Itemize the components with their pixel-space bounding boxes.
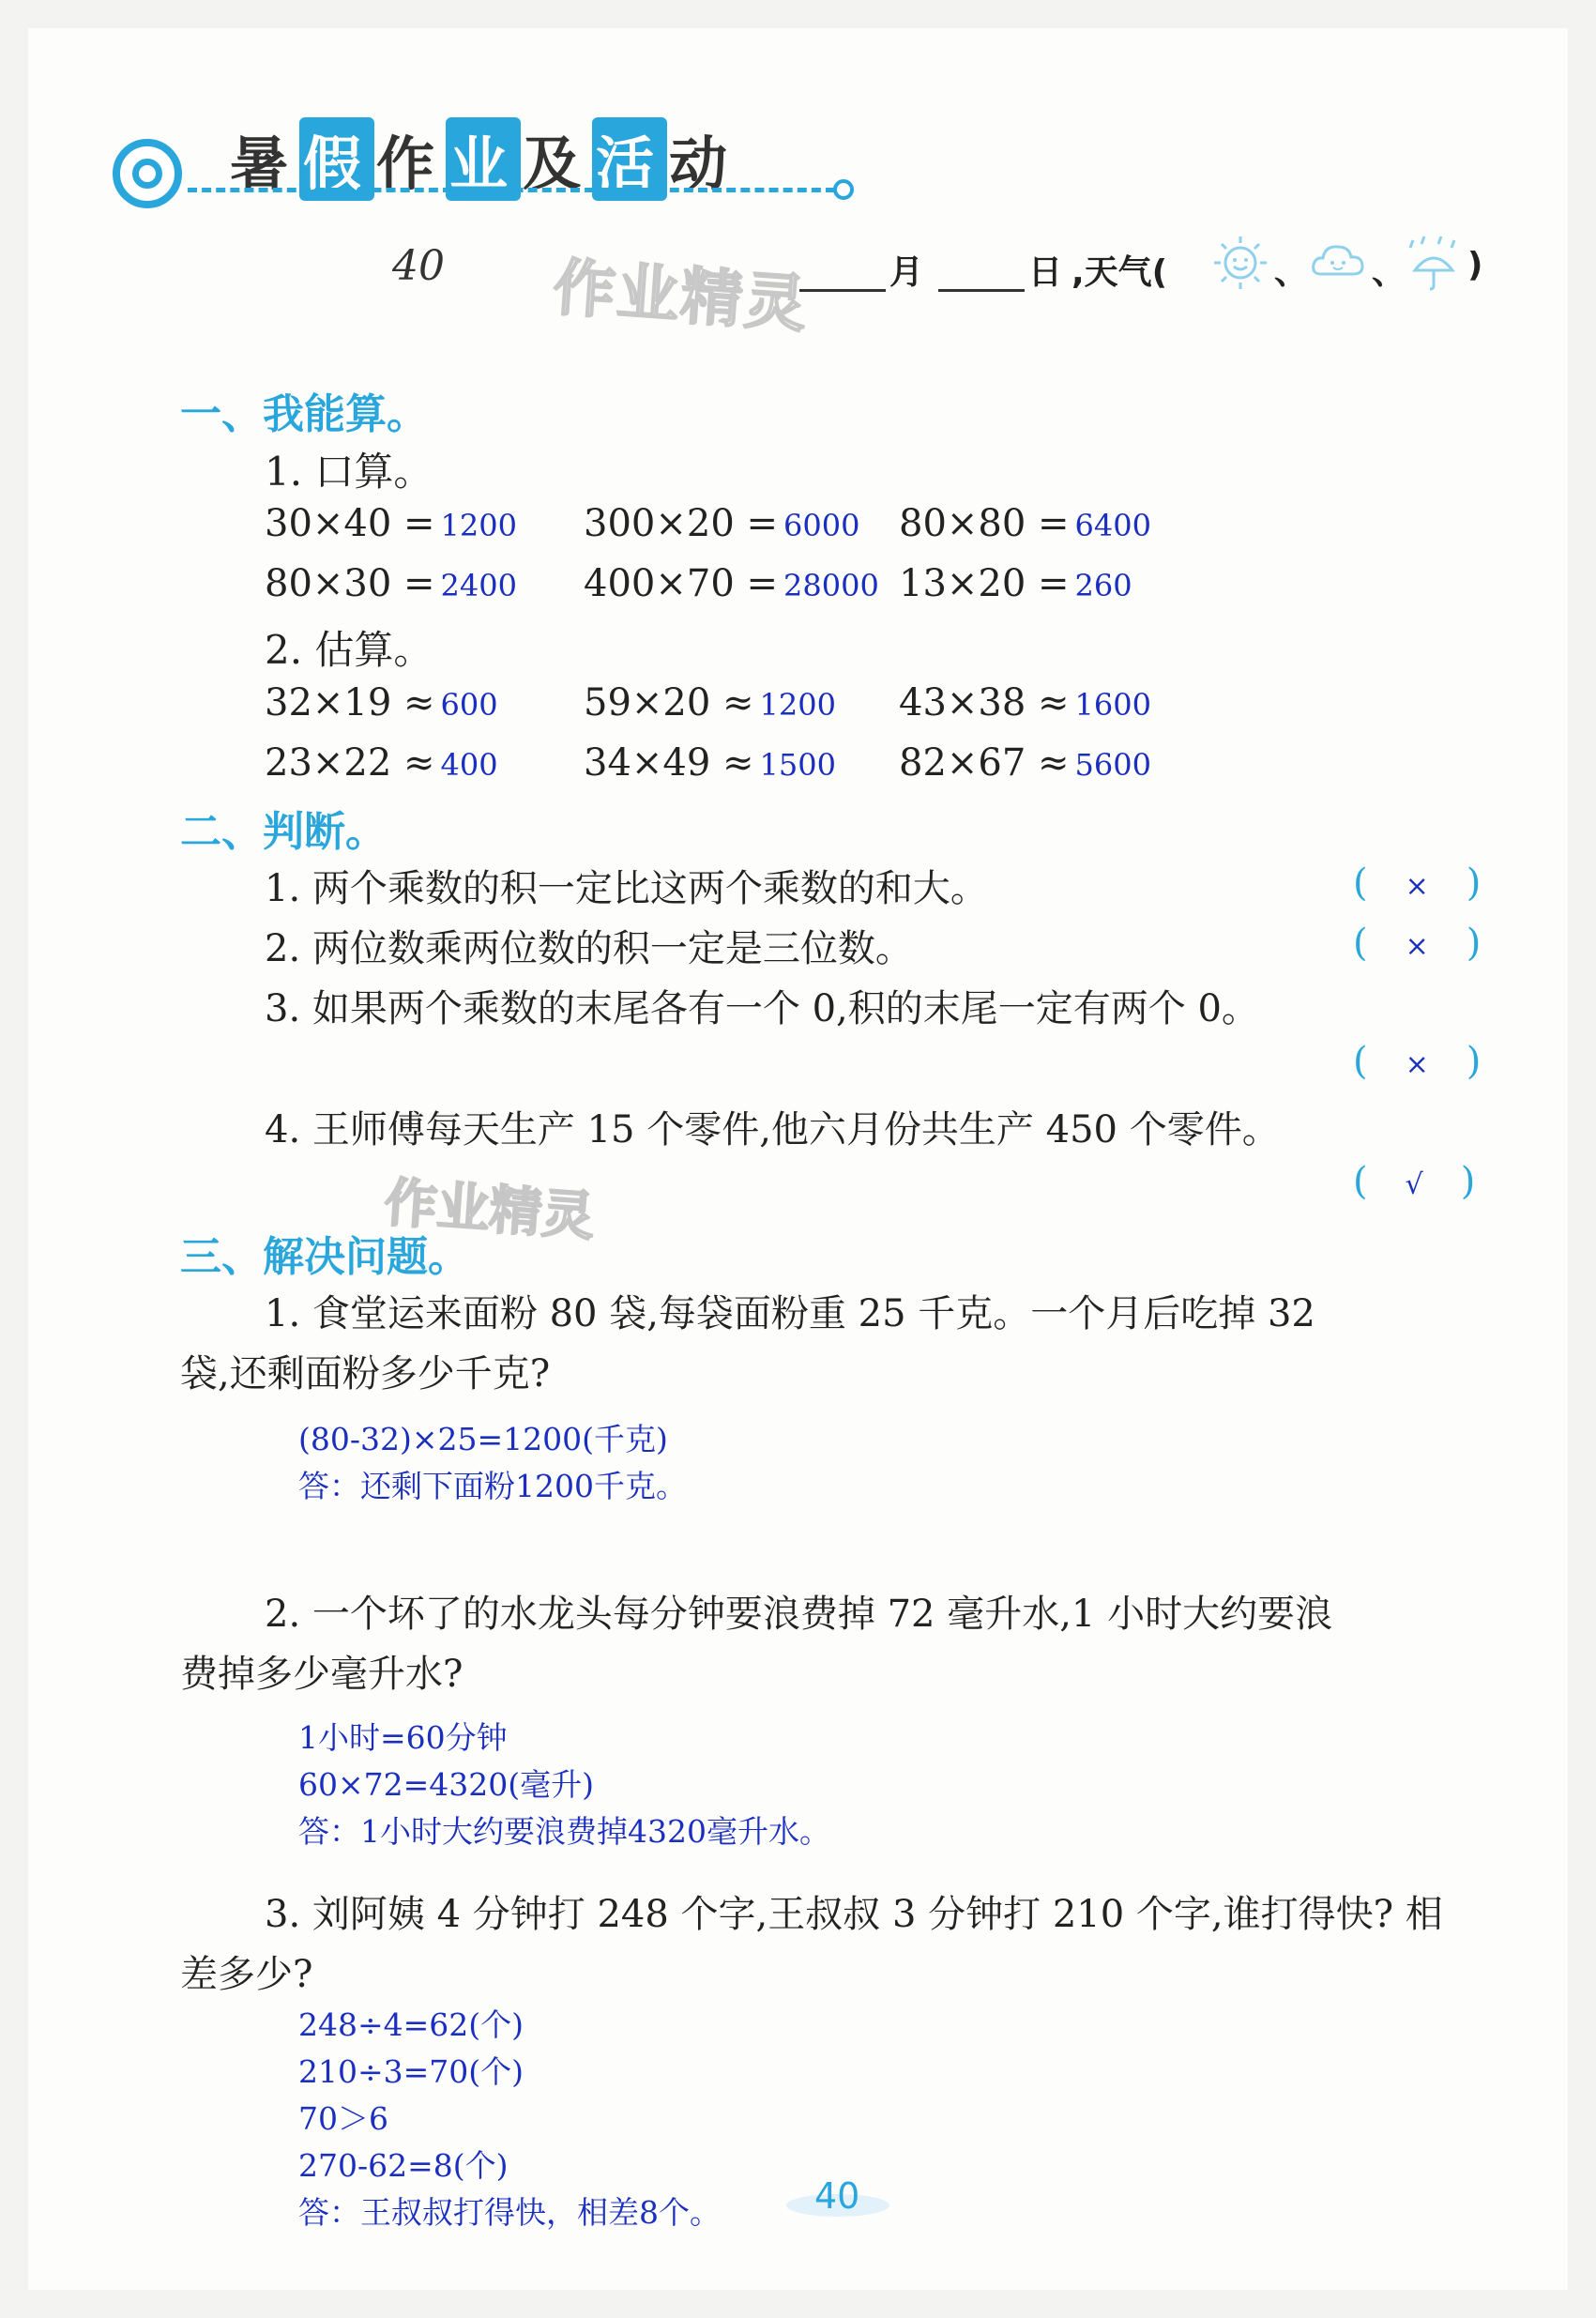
estimate-item	[899, 681, 1151, 724]
expression: 23×22 ≈	[265, 741, 435, 785]
subtitle-oral: 1. 口算。	[265, 449, 433, 495]
subtitle-estimate: 2. 估算。	[265, 627, 433, 673]
estimate-item	[265, 741, 498, 785]
sun-icon	[1210, 233, 1270, 293]
title-char: 活	[592, 117, 667, 201]
weather-label: ,天气(	[1072, 253, 1168, 292]
expression: 30×40 =	[265, 502, 435, 545]
problem-3-line1: 3. 刘阿姨 4 分钟打 248 个字,王叔叔 3 分钟打 210 个字,谁打得快? 相	[265, 1893, 1443, 1936]
paren-close: )	[1466, 1040, 1482, 1083]
judge-mark: ×	[1405, 930, 1429, 963]
solution-line: 答：1小时大约要浪费掉4320毫升水。	[298, 1813, 830, 1850]
oral-item	[265, 502, 517, 545]
paren-open: (	[1353, 1040, 1368, 1083]
paren-open: (	[1353, 862, 1368, 905]
judge-item-1: 1. 两个乘数的积一定比这两个乘数的和大。	[265, 867, 988, 910]
judge-mark: ×	[1405, 870, 1429, 903]
answer: 400	[440, 747, 498, 783]
judge-item-2: 2. 两位数乘两位数的积一定是三位数。	[265, 927, 913, 970]
title-char: 暑	[230, 130, 298, 198]
header-dashed-line	[188, 188, 835, 192]
month-blank	[799, 289, 886, 292]
problem-1-line1: 1. 食堂运来面粉 80 袋,每袋面粉重 25 千克。一个月后吃掉 32	[265, 1292, 1315, 1335]
expression: 59×20 ≈	[584, 681, 754, 724]
estimate-item	[584, 681, 836, 724]
expression: 32×19 ≈	[265, 681, 435, 724]
rain-umbrella-icon	[1404, 233, 1464, 293]
answer: 6400	[1074, 508, 1151, 543]
solution-line: 答：王叔叔打得快，相差8个。	[298, 2194, 721, 2231]
weather-close: )	[1467, 246, 1483, 284]
day-label: 日	[1028, 253, 1063, 292]
solution-line: 60×72=4320(毫升)	[298, 1766, 595, 1803]
title-char: 假	[299, 117, 374, 201]
oral-item	[265, 562, 517, 605]
judge-item-4: 4. 王师傅每天生产 15 个零件,他六月份共生产 450 个零件。	[265, 1108, 1280, 1151]
solution-line: 答：还剩下面粉1200千克。	[298, 1468, 687, 1504]
answer: 28000	[783, 568, 879, 603]
expression: 13×20 =	[899, 562, 1070, 605]
header-end-dot-icon	[833, 179, 854, 200]
judge-mark: √	[1405, 1168, 1423, 1201]
weather-separator: 、	[1274, 253, 1309, 292]
problem-3-line2: 差多少?	[180, 1953, 313, 1996]
estimate-item	[265, 681, 498, 724]
title-char: 作	[376, 130, 445, 198]
paren-close: )	[1466, 862, 1482, 905]
section-title-judge: 二、判断。	[180, 808, 387, 856]
weather-separator: 、	[1372, 253, 1406, 292]
expression: 34×49 ≈	[584, 741, 754, 785]
oral-item	[584, 562, 879, 605]
solution-line: 1小时=60分钟	[298, 1719, 508, 1756]
paren-close: )	[1466, 922, 1482, 965]
footer-page-number: 40	[814, 2175, 860, 2217]
oral-item	[584, 502, 859, 545]
answer: 1600	[1074, 687, 1151, 723]
answer: 1500	[759, 747, 836, 783]
problem-2-line2: 费掉多少毫升水?	[180, 1653, 464, 1696]
day-blank	[938, 289, 1025, 292]
judge-item-3: 3. 如果两个乘数的末尾各有一个 0,积的末尾一定有两个 0。	[265, 987, 1259, 1030]
section-title-calc: 一、我能算。	[180, 390, 428, 438]
solution-line: 248÷4=62(个)	[298, 2006, 524, 2043]
section-title-problems: 三、解决问题。	[180, 1233, 469, 1281]
judge-answer-2	[1353, 922, 1481, 965]
header-circle-icon	[113, 139, 182, 208]
watermark: 作业精灵	[382, 1172, 597, 1248]
page-number: 40	[392, 242, 445, 290]
title-char: 业	[446, 117, 521, 201]
cloud-icon	[1308, 233, 1368, 293]
expression: 80×80 =	[899, 502, 1070, 545]
answer: 6000	[783, 508, 860, 543]
solution-line: 70＞6	[298, 2100, 388, 2137]
paren-open: (	[1353, 1160, 1368, 1203]
answer: 260	[1074, 568, 1132, 603]
solution-line: (80-32)×25=1200(千克)	[298, 1421, 668, 1457]
judge-answer-3	[1353, 1040, 1481, 1083]
expression: 43×38 ≈	[899, 681, 1070, 724]
paren-close: )	[1460, 1160, 1476, 1203]
estimate-item	[584, 741, 836, 785]
oral-item	[899, 562, 1132, 605]
judge-answer-4	[1353, 1160, 1475, 1203]
solution-line: 210÷3=70(个)	[298, 2053, 524, 2090]
watermark: 作业精灵	[551, 251, 811, 342]
problem-2-line1: 2. 一个坏了的水龙头每分钟要浪费掉 72 毫升水,1 小时大约要浪	[265, 1593, 1333, 1636]
oral-item	[899, 502, 1151, 545]
title-char: 动	[669, 130, 737, 198]
answer: 1200	[440, 508, 517, 543]
problem-1-line2: 袋,还剩面粉多少千克?	[180, 1352, 551, 1395]
answer: 600	[440, 687, 498, 723]
paren-open: (	[1353, 922, 1368, 965]
judge-answer-1	[1353, 862, 1481, 905]
answer: 2400	[440, 568, 517, 603]
answer: 5600	[1074, 747, 1151, 783]
expression: 400×70 =	[584, 562, 778, 605]
title-char: 及	[523, 130, 591, 198]
solution-line: 270-62=8(个)	[298, 2147, 509, 2184]
answer: 1200	[759, 687, 836, 723]
expression: 300×20 =	[584, 502, 778, 545]
judge-mark: ×	[1405, 1048, 1429, 1081]
expression: 80×30 =	[265, 562, 435, 605]
estimate-item	[899, 741, 1151, 785]
expression: 82×67 ≈	[899, 741, 1070, 785]
month-label: 月	[889, 253, 924, 292]
